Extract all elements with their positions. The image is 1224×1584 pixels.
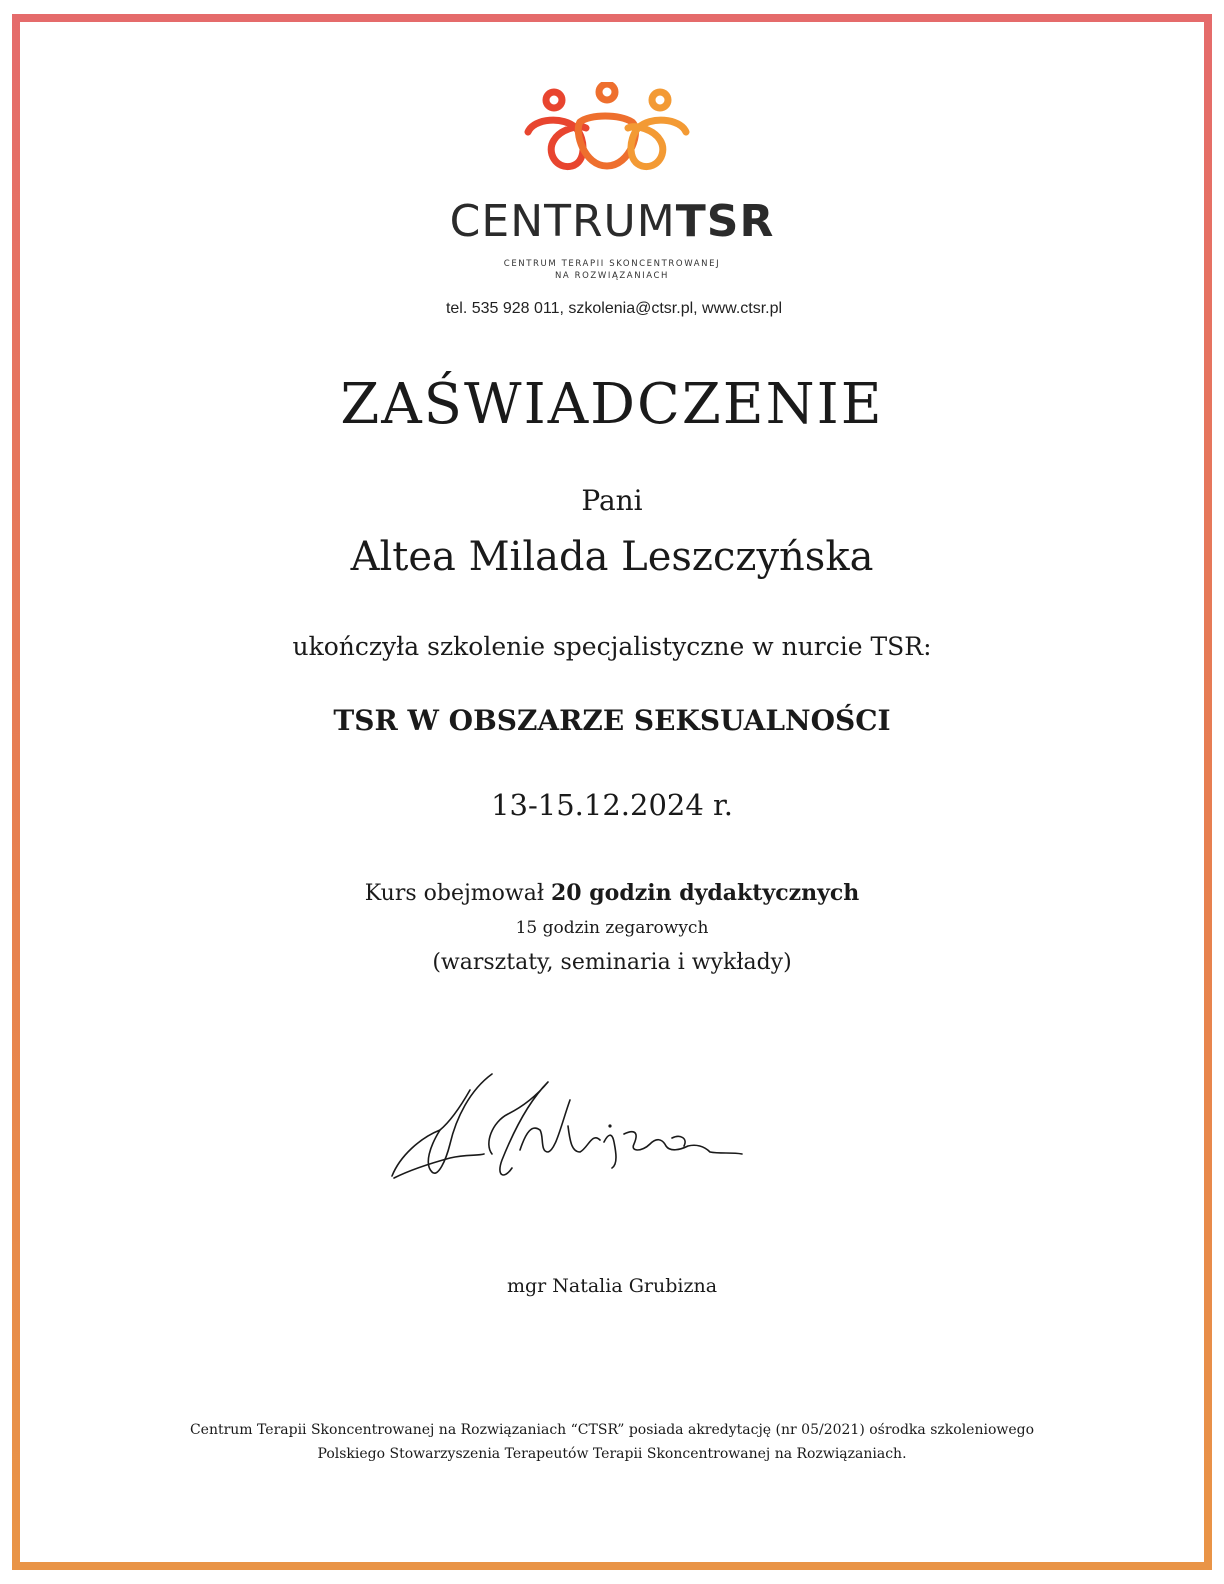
- clock-hours: 15 godzin zegarowych: [515, 918, 709, 938]
- footer-accreditation-line2: Polskiego Stowarzyszenia Terapeutów Terapii Skoncentrowanej na Rozwiązaniach.: [317, 1446, 907, 1462]
- logo-subtitle-line1: CENTRUM TERAPII SKONCENTROWANEJ: [503, 259, 721, 269]
- footer-accreditation-line1: Centrum Terapii Skoncentrowanej na Rozwiązaniach “CTSR” posiada akredytację (nr 05/2021) ośrodka szkoleniowego: [189, 1422, 1035, 1438]
- course-dates: 13-15.12.2024 r.: [491, 788, 733, 822]
- certificate-title: ZAŚWIADCZENIE: [340, 372, 884, 437]
- signature-image: [380, 1060, 750, 1195]
- recipient-name: Altea Milada Leszczyńska: [350, 534, 874, 580]
- logo-word-light: CENTRUM: [449, 196, 676, 247]
- hours-didactic: 20 godzin dydaktycznych: [551, 880, 860, 906]
- logo-word-bold: TSR: [675, 196, 775, 247]
- signer-name: mgr Natalia Grubizna: [506, 1275, 718, 1297]
- hours-prefix: Kurs obejmował: [364, 881, 551, 906]
- completion-text: ukończyła szkolenie specjalistyczne w nurcie TSR:: [292, 632, 932, 661]
- logo-subtitle-line2: NA ROZWIĄZANIACH: [554, 271, 670, 281]
- logo-wordmark: [0, 194, 1224, 250]
- course-name: TSR W OBSZARZE SEKSUALNOŚCI: [333, 704, 891, 737]
- hours-line: [0, 880, 1224, 906]
- centrum-tsr-logo-icon: [520, 82, 695, 178]
- course-forms: (warsztaty, seminaria i wykłady): [432, 950, 792, 975]
- contact-info: tel. 535 928 011, szkolenia@ctsr.pl, www.ctsr.pl: [445, 300, 783, 317]
- salutation: Pani: [581, 484, 643, 517]
